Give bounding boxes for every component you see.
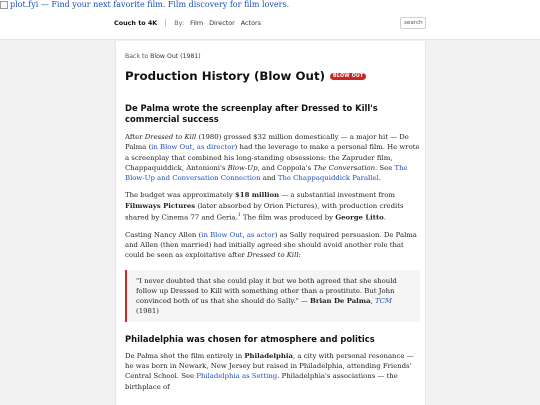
text: After <box>125 133 145 141</box>
paragraph-screenplay <box>125 132 420 183</box>
nav-divider <box>165 19 166 27</box>
text: (later absorbed by Orion Pictures), with production credits shared by Cinema 77 and Geria. <box>125 201 404 222</box>
text: : <box>298 251 301 260</box>
breadcrumb-prefix: Back to <box>125 53 151 60</box>
quote-source-link[interactable]: TCM <box>374 297 392 306</box>
section-heading-philadelphia: Philadelphia was chosen for atmosphere and politics <box>125 333 375 344</box>
pull-quote <box>125 270 420 322</box>
link-blow-up-conversation[interactable]: The Blow-Up and Conversation Connection <box>125 163 408 183</box>
link-philadelphia-setting[interactable]: Philadelphia as Setting <box>196 372 278 381</box>
text: De Palma shot the film entirely in <box>125 351 245 360</box>
link-as-director[interactable]: as director <box>196 143 235 152</box>
quote-text: "I never doubted that she could play it but we both agreed that she should follow up Dressed to Kill with something other than a prostitute. But John convinced both of us that she should do Sally." <box>136 276 397 306</box>
link-in-blow-out[interactable]: in Blow Out <box>151 143 193 152</box>
producer-name: George Litto <box>335 213 384 222</box>
nav-link-director[interactable]: Director <box>209 19 235 27</box>
nav-link-actors[interactable]: Actors <box>240 19 261 27</box>
quote-author: Brian De Palma <box>310 297 371 306</box>
text: , a city with personal resonance — he was born in Newark, New Jersey but raised in Philadelphia, attending Friends' Central School. See <box>125 351 414 381</box>
film-title: Dressed to Kill <box>144 133 197 141</box>
text: , <box>192 143 197 152</box>
text: , and Coppola's <box>257 163 314 172</box>
site-logo-alt-text[interactable]: plot.fyi — Find your next favorite film. Film discovery for film lovers. <box>10 0 290 9</box>
quote-year: (1981) <box>136 307 159 316</box>
title-row <box>125 68 420 84</box>
nav-link-film[interactable]: Film <box>190 19 204 27</box>
search-button[interactable]: search <box>400 17 426 29</box>
text: (1980) grossed $32 million domestically — a major hit — De Palma ( <box>125 133 409 152</box>
link-chappaquiddick-parallel[interactable]: The Chappaquiddick Parallel <box>277 174 379 183</box>
text: The budget was approximately <box>125 191 235 200</box>
budget-value: $18 million <box>234 191 280 200</box>
text: and <box>260 174 278 183</box>
text: . <box>383 213 386 222</box>
paragraph-philadelphia <box>125 351 420 392</box>
text: — <box>298 297 311 306</box>
text: Casting Nancy Allen ( <box>125 230 202 239</box>
city-name: Philadelphia <box>244 351 293 360</box>
text: — a substantial investment from <box>279 191 395 200</box>
film-title: Dressed to Kill <box>247 251 299 260</box>
page-title: Production History (Blow Out) <box>125 69 325 83</box>
main-nav <box>114 19 267 27</box>
footnote-marker[interactable]: 1 <box>237 213 241 219</box>
section-heading-screenplay: De Palma wrote the screenplay after Dressed to Kill's commercial success <box>125 103 378 124</box>
broken-image-icon <box>0 1 8 9</box>
link-as-actor[interactable]: as actor <box>246 230 275 239</box>
top-navigation-bar <box>0 0 540 40</box>
breadcrumb <box>125 52 420 61</box>
article <box>125 50 420 392</box>
link-in-blow-out[interactable]: in Blow Out <box>201 230 243 239</box>
paragraph-budget <box>125 190 420 222</box>
text: . Philadelphia's associations — the birthplace of <box>125 372 398 391</box>
text: . See <box>375 163 395 172</box>
text: , <box>370 297 375 306</box>
site-logo-link[interactable] <box>0 0 289 10</box>
company-name: Filmways Pictures <box>125 201 196 210</box>
nav-by-label: By: <box>174 19 185 27</box>
film-title: Blow-Up <box>227 163 258 172</box>
text: The film was produced by <box>240 213 336 222</box>
text: . <box>378 174 381 183</box>
text: ) had the leverage to make a personal film. He wrote a screenplay that combined his long-standing obsessions: the Zapruder film, Chappaquiddick, Antonioni's <box>125 143 420 172</box>
film-badge: BLOW OUT <box>330 73 366 80</box>
brand-link[interactable]: Couch to 4K <box>114 19 158 27</box>
breadcrumb-link-film[interactable]: Blow Out (1981) <box>150 53 201 60</box>
text: , <box>242 230 247 239</box>
film-title: The Conversation <box>313 163 376 172</box>
text: ) as Sally required persuasion. De Palma and Allen (then married) had initially agreed she should avoid another role that could be seen as exploitative after <box>125 230 417 260</box>
paragraph-casting <box>125 230 420 261</box>
